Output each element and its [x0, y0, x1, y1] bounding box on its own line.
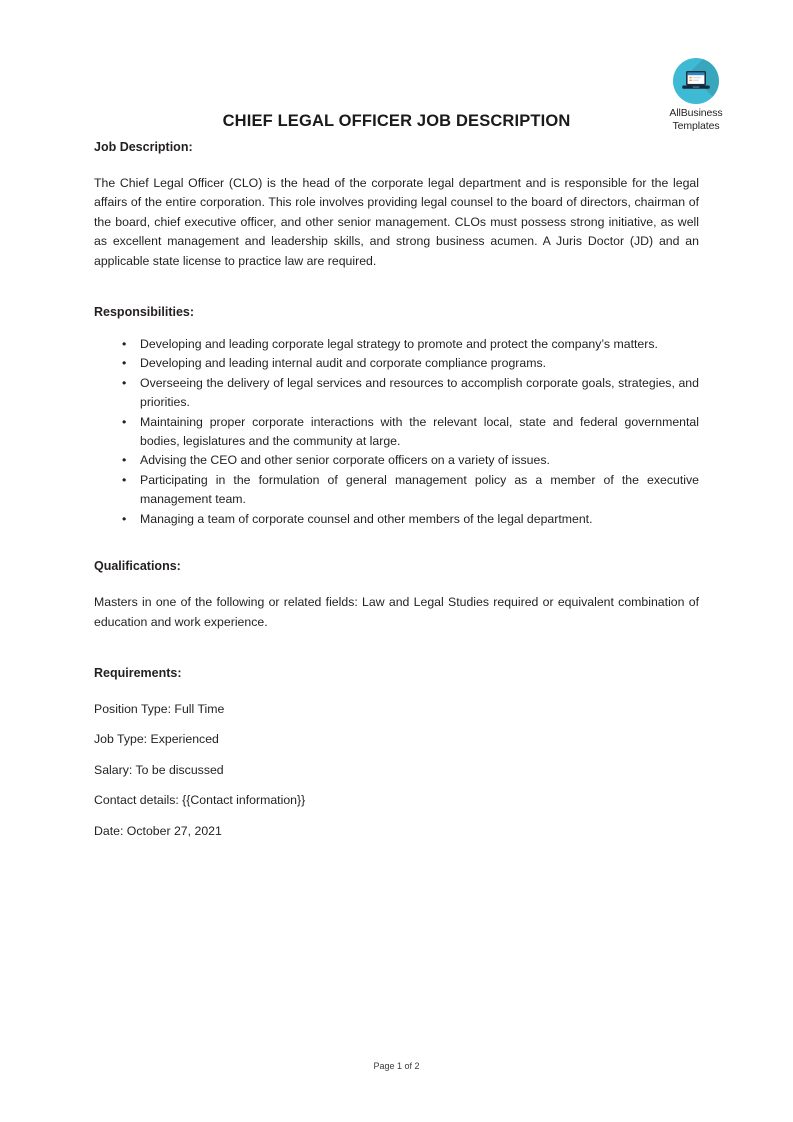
list-item-text: Developing and leading internal audit and corporate compliance programs. — [140, 356, 547, 371]
qualifications-heading: Qualifications: — [94, 559, 181, 574]
list-item — [94, 413, 699, 452]
bullet-icon: • — [122, 414, 127, 429]
list-item-text: Managing a team of corporate counsel and other members of the legal department. — [140, 511, 593, 526]
page-footer: Page 1 of 2 — [373, 1061, 420, 1071]
list-item-text: Participating in the formulation of general management policy as a member of the executive management team. — [140, 472, 699, 507]
list-item — [94, 471, 699, 510]
page-title: CHIEF LEGAL OFFICER JOB DESCRIPTION — [222, 112, 571, 130]
bullet-icon: • — [122, 337, 127, 352]
requirement-position-type: Position Type: Full Time — [94, 701, 225, 716]
bullet-icon: • — [122, 375, 127, 390]
logo-text-line1: AllBusiness — [669, 107, 723, 119]
requirement-contact-details: Contact details: {{Contact information}} — [94, 793, 306, 808]
requirements-list — [94, 700, 699, 841]
job-description-paragraph: The Chief Legal Officer (CLO) is the head of the corporate legal department and is responsible for the legal affairs of the entire corporation. This role involves providing legal counsel to the board of directors, chairman of the board, chief executive officer, and other senior management. CLOs must possess strong initiative, as well as excellent management and leadership skills, and strong business acumen. A Juris Doctor (JD) and an applicable state license to practice law are required. — [94, 176, 699, 268]
bullet-icon: • — [122, 453, 127, 468]
list-item-text: Developing and leading corporate legal strategy to promote and protect the company’s matters. — [140, 337, 658, 352]
requirement-salary: Salary: To be discussed — [94, 762, 224, 777]
bullet-icon: • — [122, 511, 127, 526]
list-item — [94, 451, 699, 470]
list-item-text: Maintaining proper corporate interactions with the relevant local, state and federal governmental bodies, legislatures and the community at large. — [140, 414, 699, 449]
list-item — [94, 510, 699, 529]
responsibilities-heading: Responsibilities: — [94, 305, 195, 320]
requirements-heading: Requirements: — [94, 665, 182, 680]
requirement-date: Date: October 27, 2021 — [94, 823, 222, 838]
responsibilities-list — [94, 335, 699, 529]
logo-text-line2: Templates — [672, 119, 720, 132]
requirement-job-type: Job Type: Experienced — [94, 732, 219, 747]
list-item-text: Advising the CEO and other senior corporate officers on a variety of issues. — [140, 453, 550, 468]
logo-circle-wrap — [673, 58, 719, 104]
list-item — [94, 354, 699, 373]
qualifications-paragraph: Masters in one of the following or related fields: Law and Legal Studies required or equivalent combination of education and work experience. — [94, 595, 699, 629]
document-body — [94, 140, 699, 841]
laptop-glyph — [673, 58, 719, 104]
laptop-icon — [673, 58, 719, 104]
bullet-icon: • — [122, 472, 127, 487]
job-description-heading: Job Description: — [94, 140, 193, 154]
list-item — [94, 374, 699, 413]
list-item-text: Overseeing the delivery of legal services and resources to accomplish corporate goals, strategies, and priorities. — [140, 375, 699, 410]
bullet-icon: • — [122, 356, 127, 371]
list-item — [94, 335, 699, 354]
